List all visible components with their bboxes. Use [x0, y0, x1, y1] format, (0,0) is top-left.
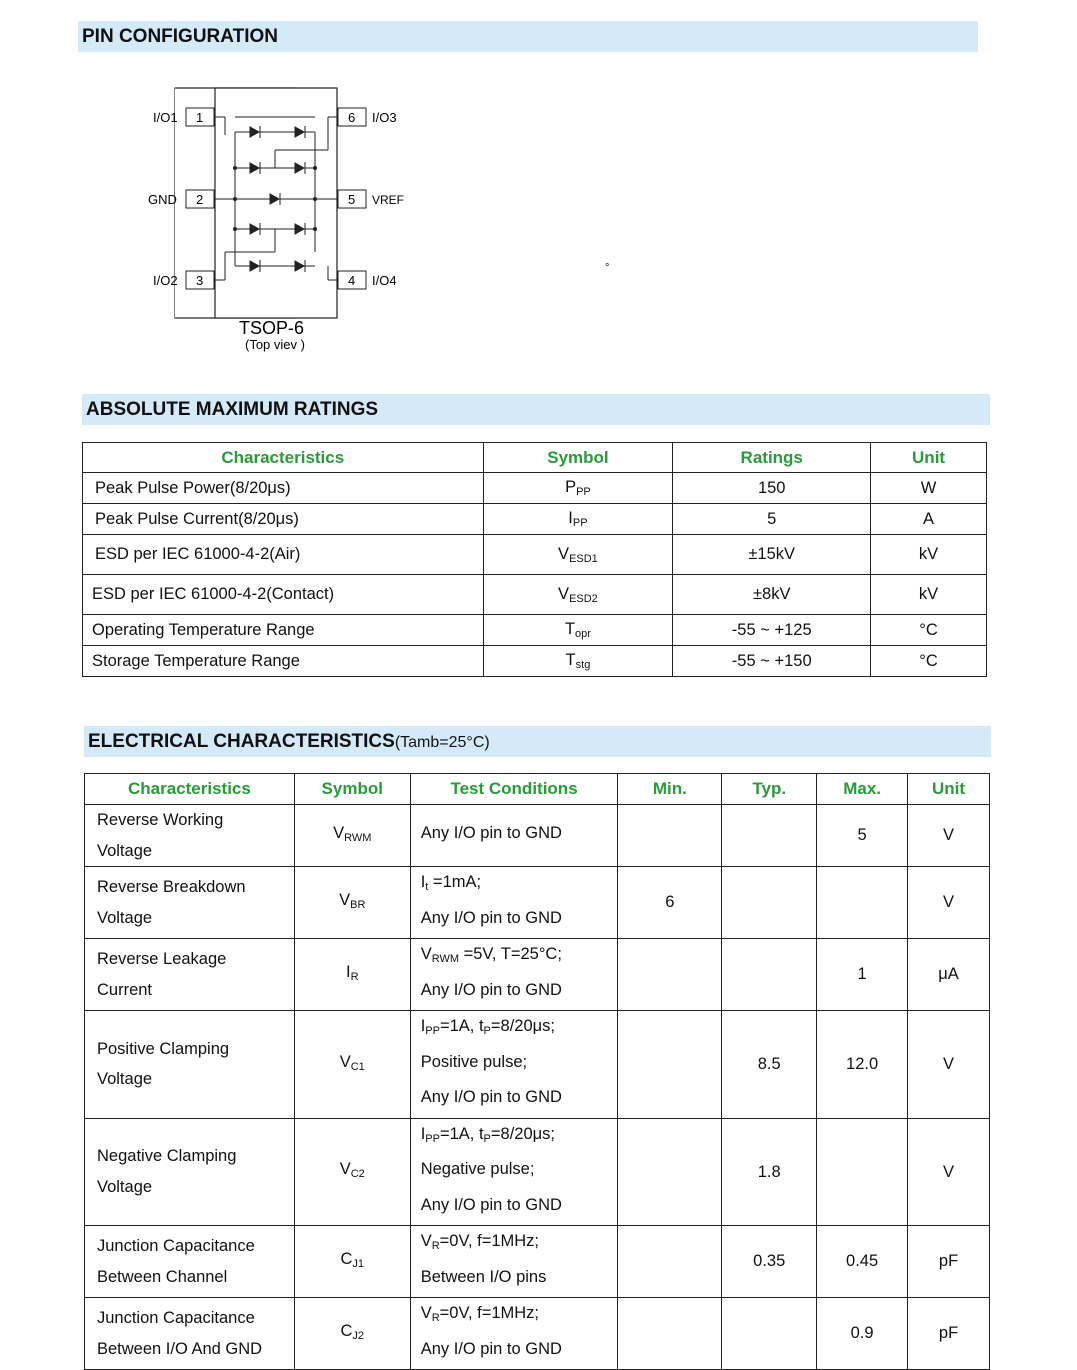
pin-label: I/O1 [153, 110, 178, 125]
pin-num: 3 [196, 273, 204, 288]
cell-min [618, 1226, 722, 1298]
elec-heading: ELECTRICAL CHARACTERISTICS(Tamb=25°C) [84, 726, 991, 757]
table-row [83, 615, 987, 646]
cell-symbol: $V_{ESD1}$ [483, 535, 673, 575]
cell-typ: 8.5 [722, 1011, 817, 1119]
cell-symbol: $V_{BR}$ [294, 867, 410, 939]
cell-conditions: Any I/O pin to GND [410, 805, 618, 867]
cell-max: 12.0 [817, 1011, 908, 1119]
col-header: Unit [871, 443, 987, 473]
pin-label: GND [148, 192, 177, 207]
cell-max: 1 [817, 939, 908, 1011]
cell-unit: V [908, 867, 990, 939]
cell-char: Reverse Breakdown Voltage [85, 867, 295, 939]
cell-symbol: $I_{PP}$ [483, 504, 673, 535]
table-row [83, 504, 987, 535]
cell-rating: ±15kV [673, 535, 871, 575]
pin-num: 5 [348, 192, 356, 207]
cell-unit: pF [908, 1298, 990, 1370]
cell-conditions: $I_t =1mA$; Any I/O pin to GND [410, 867, 618, 939]
cell-unit: kV [871, 535, 987, 575]
cell-symbol: $V_{ESD2}$ [483, 575, 673, 615]
cell-unit: V [908, 1011, 990, 1119]
cell-symbol: $I_R$ [294, 939, 410, 1011]
cell-min [618, 805, 722, 867]
cell-unit: kV [871, 575, 987, 615]
cell-typ [722, 1298, 817, 1370]
cell-typ [722, 939, 817, 1011]
cell-char: Negative Clamping Voltage [85, 1118, 295, 1226]
table-row [83, 473, 987, 504]
cell-char: Junction Capacitance Between Channel [85, 1226, 295, 1298]
col-header: Typ. [722, 774, 817, 805]
pin-num: 2 [196, 192, 204, 207]
cell-unit: A [871, 504, 987, 535]
cell-rating: 150 [673, 473, 871, 504]
table-row [85, 1298, 990, 1370]
cell-max: 0.45 [817, 1226, 908, 1298]
cell-symbol: $C_{J1}$ [294, 1226, 410, 1298]
cell-char: Positive Clamping Voltage [85, 1011, 295, 1119]
cell-rating: -55 ~ +150 [673, 646, 871, 677]
cell-conditions: $I_{PP}=1A$, $t_P=8/20\mu s$; Negative pulse; Any I/O pin to GND [410, 1118, 618, 1226]
pin-label: I/O3 [372, 110, 397, 125]
cell-typ [722, 867, 817, 939]
cell-min [618, 1118, 722, 1226]
cell-rating: 5 [673, 504, 871, 535]
pin-num: 4 [348, 273, 356, 288]
table-row [85, 1118, 990, 1226]
cell-char: Storage Temperature Range [83, 646, 484, 677]
cell-typ: 1.8 [722, 1118, 817, 1226]
pin-num: 1 [196, 110, 204, 125]
table-row [85, 939, 990, 1011]
cell-max [817, 1118, 908, 1226]
cell-conditions: $I_{PP}=1A$, $t_P=8/20\mu s$; Positive pulse; Any I/O pin to GND [410, 1011, 618, 1119]
cell-max [817, 867, 908, 939]
cell-conditions: $V_R=0V$, f=1MHz; Any I/O pin to GND [410, 1298, 618, 1370]
col-header: Max. [817, 774, 908, 805]
cell-min: 6 [618, 867, 722, 939]
col-header: Unit [908, 774, 990, 805]
cell-char: Reverse Working Voltage [85, 805, 295, 867]
elec-table [84, 773, 990, 1370]
cell-symbol: $T_{opr}$ [483, 615, 673, 646]
abs-max-heading: ABSOLUTE MAXIMUM RATINGS [82, 394, 990, 425]
cell-char: ESD per IEC 61000-4-2(Air) [83, 535, 484, 575]
cell-char: Peak Pulse Power(8/20μs) [83, 473, 484, 504]
cell-min [618, 939, 722, 1011]
cell-char: Reverse Leakage Current [85, 939, 295, 1011]
cell-unit: pF [908, 1226, 990, 1298]
cell-unit: V [908, 1118, 990, 1226]
cell-typ: 0.35 [722, 1226, 817, 1298]
col-header: Test Conditions [410, 774, 618, 805]
cell-symbol: $V_{RWM}$ [294, 805, 410, 867]
table-row [85, 1226, 990, 1298]
table-row [83, 646, 987, 677]
cell-typ [722, 805, 817, 867]
pin-num: 6 [348, 110, 356, 125]
pin-label: I/O4 [372, 273, 397, 288]
cell-char: Junction Capacitance Between I/O And GND [85, 1298, 295, 1370]
table-row [85, 1011, 990, 1119]
table-row [85, 867, 990, 939]
package-name: TSOP-6 [239, 318, 305, 338]
col-header: Characteristics [85, 774, 295, 805]
pin-diagram [140, 80, 440, 360]
col-header: Symbol [294, 774, 410, 805]
cell-symbol: $C_{J2}$ [294, 1298, 410, 1370]
table-row [83, 575, 987, 615]
cell-unit: °C [871, 646, 987, 677]
cell-symbol: $V_{C2}$ [294, 1118, 410, 1226]
cell-max: 5 [817, 805, 908, 867]
cell-symbol: $V_{C1}$ [294, 1011, 410, 1119]
cell-conditions: $V_R=0V$, f=1MHz; Between I/O pins [410, 1226, 618, 1298]
cell-symbol: $T_{stg}$ [483, 646, 673, 677]
cell-min [618, 1011, 722, 1119]
cell-char: ESD per IEC 61000-4-2(Contact) [83, 575, 484, 615]
cell-char: Peak Pulse Current(8/20μs) [83, 504, 484, 535]
cell-max: 0.9 [817, 1298, 908, 1370]
cell-conditions: $V_{RWM} =5V$, T=25°C; Any I/O pin to GND [410, 939, 618, 1011]
col-header: Min. [618, 774, 722, 805]
cell-unit: V [908, 805, 990, 867]
col-header: Characteristics [83, 443, 484, 473]
cell-unit: μA [908, 939, 990, 1011]
cell-symbol: $P_{PP}$ [483, 473, 673, 504]
cell-min [618, 1298, 722, 1370]
cell-unit: °C [871, 615, 987, 646]
cell-rating: ±8kV [673, 575, 871, 615]
cell-char: Operating Temperature Range [83, 615, 484, 646]
table-row [85, 805, 990, 867]
pin-label: I/O2 [153, 273, 178, 288]
abs-max-table [82, 442, 987, 677]
stray-dot: ° [605, 262, 610, 274]
table-row [83, 535, 987, 575]
col-header: Symbol [483, 443, 673, 473]
pin-label: VREF [372, 193, 405, 207]
package-view: (Top viev ) [245, 337, 305, 352]
cell-unit: W [871, 473, 987, 504]
col-header: Ratings [673, 443, 871, 473]
cell-rating: -55 ~ +125 [673, 615, 871, 646]
pin-config-heading: PIN CONFIGURATION [78, 21, 978, 52]
